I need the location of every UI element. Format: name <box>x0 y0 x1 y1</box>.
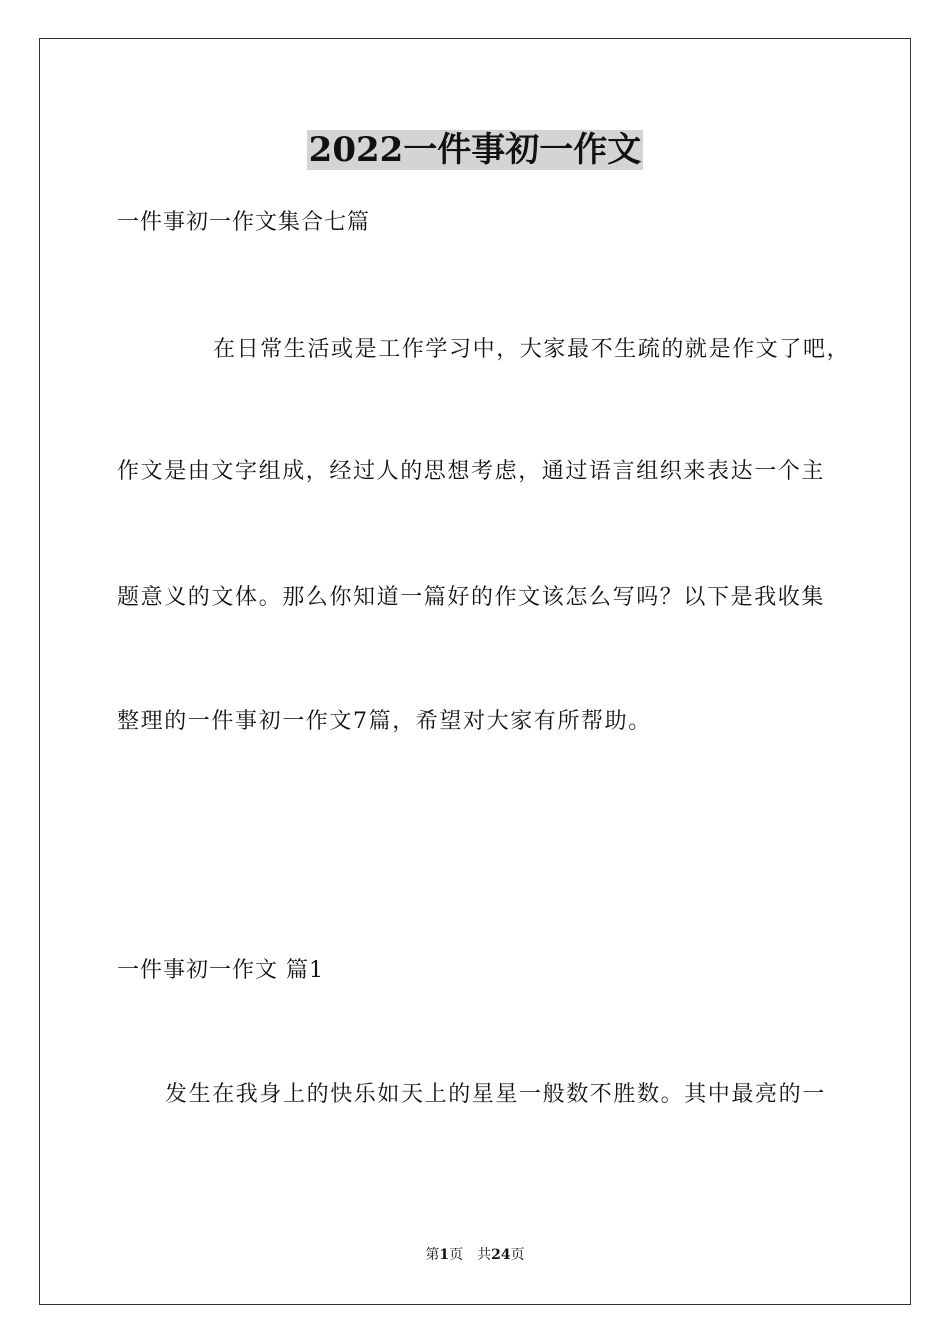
document-title-text: 2022一件事初一作文 <box>308 130 642 170</box>
footer-page-number: 1 <box>439 1247 450 1263</box>
footer-page-prefix: 第 <box>425 1247 440 1263</box>
page-footer <box>0 1246 950 1264</box>
footer-total-prefix: 共 <box>477 1247 492 1263</box>
footer-page-suffix: 页 <box>449 1247 464 1263</box>
footer-total-pages: 24 <box>491 1247 511 1263</box>
intro-line-2: 作文是由文字组成，经过人的思想考虑，通过语言组织来表达一个主 <box>117 459 826 484</box>
document-subtitle: 一件事初一作文集合七篇 <box>117 210 371 235</box>
footer-total-suffix: 页 <box>510 1247 525 1263</box>
intro-line-4: 整理的一件事初一作文7篇，希望对大家有所帮助。 <box>117 709 652 734</box>
document-title <box>0 128 950 172</box>
intro-line-3: 题意义的文体。那么你知道一篇好的作文该怎么写吗？以下是我收集 <box>117 585 826 610</box>
section-heading: 一件事初一作文 篇1 <box>117 958 324 983</box>
section-line-1: 发生在我身上的快乐如天上的星星一般数不胜数。其中最亮的一 <box>165 1082 826 1107</box>
intro-line-1: 在日常生活或是工作学习中，大家最不生疏的就是作文了吧， <box>213 337 851 362</box>
